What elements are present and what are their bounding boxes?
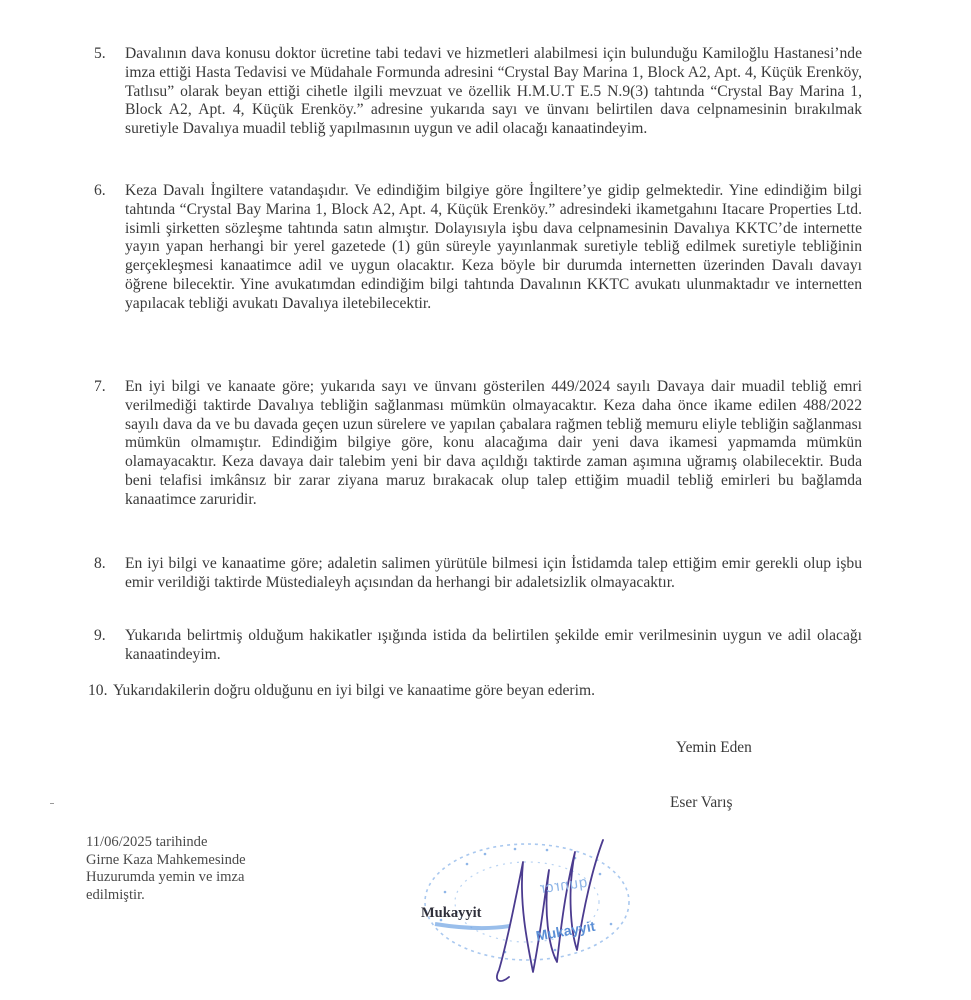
paragraph-text: Yukarıda belirtmiş olduğum hakikatler ışığında istida da belirtilen şekilde emir verilmesinin uygun ve adil olacağı kanaatindeyim. <box>125 627 862 663</box>
margin-mark <box>50 803 54 804</box>
paragraph-8 <box>94 555 862 593</box>
oath-note <box>86 834 246 904</box>
signatory-name: Eser Varış <box>670 794 733 811</box>
registrar-label: Mukayyit <box>421 905 482 921</box>
paragraph-text: En iyi bilgi ve kanaatime göre; adaletin salimen yürütüle bilmesi için İstidamda talep ettiğim emir gerekli olup işbu emir verildiği taktirde Müstedialeyh açısından da herhangi bir adaletsizlik olmayacaktır. <box>125 555 862 591</box>
oath-note-line: Girne Kaza Mahkemesinde <box>86 851 246 868</box>
stamp-ring-text: ɹɔɹunb <box>539 874 590 899</box>
paragraph-10 <box>88 682 856 701</box>
paragraph-text: Yukarıdakilerin doğru olduğunu en iyi bilgi ve kanaatime göre beyan ederim. <box>113 682 595 699</box>
paragraph-number: 6. <box>94 182 106 199</box>
paragraph-text: Keza Davalı İngiltere vatandaşıdır. Ve edindiğim bilgiye göre İngiltere’ye gidip gelmektedir. Yine edindiğim bilgi tahtında “Crystal Bay Marina 1, Block A2, Apt. 4, Küçük Erenköy.” adresindeki ikametgahını Itacare Properties Ltd. isimli şirketten sözleşme tahtında satın almıştır. Dolayısıyla işbu dava celpnamesinin Davalıya KKTC’de internette yayın yapan herhangi bir yerel gazetede (1) gün süreyle yayınlanmak suretiyle tebliğ edilmek suretiyle tebliğinin gerçekleşmesi kanaatimce adil ve uygun olacaktır. Keza böyle bir durumda internetten üzerinden Davalı davayı öğrene bilecektir. Yine avukatımdan edindiğim bilgi tahtında Davalının KKTC avukatı ulunmaktadır ve internetten yapılacak tebliği avukatı Davalıya iletebilecektir. <box>125 182 862 312</box>
paragraph-number: 7. <box>94 378 106 395</box>
paragraph-text: En iyi bilgi ve kanaate göre; yukarıda sayı ve ünvanı gösterilen 449/2024 sayılı Davaya dair muadil tebliğ emri verilmediği taktirde Davalıya tebliğin sağlanması mümkün olmayacaktır. Keza daha önce ikame edilen 488/2022 sayılı dava da ve bu davada geçen uzun sürelere ve yapılan çabalara rağmen tebliğ memuru eliyle tebliğin sağlanması mümkün olmamıştır. Edindiğim bilgiye göre, konu alacağıma dair yeni dava ikamesi yapmamda mümkün olamayacaktır. Keza davaya dair talebim yeni bir dava açıldığı taktirde zaman aşımına uğramış olabilecektir. Buda beni telafisi imkânsız bir zarar ziyana maruz bırakacak olup talep ettiğim muadil tebliğ emirleri bu bağlamda kanaatimce zaruridir. <box>125 378 862 508</box>
oath-note-line: 11/06/2025 tarihinde <box>86 834 208 850</box>
paragraph-number: 5. <box>94 45 106 62</box>
paragraph-9 <box>94 627 862 665</box>
paragraph-5 <box>94 45 862 139</box>
signatory-role: Yemin Eden <box>676 739 752 756</box>
paragraph-6 <box>94 182 862 314</box>
paragraph-text: Davalının dava konusu doktor ücretine tabi tedavi ve hizmetleri alabilmesi için bulunduğu Kamiloğlu Hastanesi’nde imza ettiği Hasta Tedavisi ve Müdahale Formunda adresini “Crystal Bay Marina 1, Block A2, Apt. 4, Küçük Erenköy, Tatlısu” olarak beyan ettiği cihetle ilgili mevzuat ve özellik H.M.U.T E.5 N.9(3) tahtında “Crystal Bay Marina 1, Block A2, Apt. 4, Küçük Erenköy.” adresine yukarıda sayı ve ünvanı belirtilen dava celpnamesinin bırakılmak suretiyle Davalıya muadil tebliğ yapılmasının uygun ve adil olacağı kanaatindeyim. <box>125 45 862 138</box>
oath-note-line: edilmiştir. <box>86 886 145 903</box>
oath-note-line: Huzurumda yemin ve imza <box>86 869 245 886</box>
paragraph-7 <box>94 378 862 510</box>
paragraph-number: 10. <box>88 682 108 699</box>
paragraph-number: 9. <box>94 627 106 644</box>
stamp-label: Mukayyit <box>534 917 597 944</box>
paragraph-number: 8. <box>94 555 106 572</box>
